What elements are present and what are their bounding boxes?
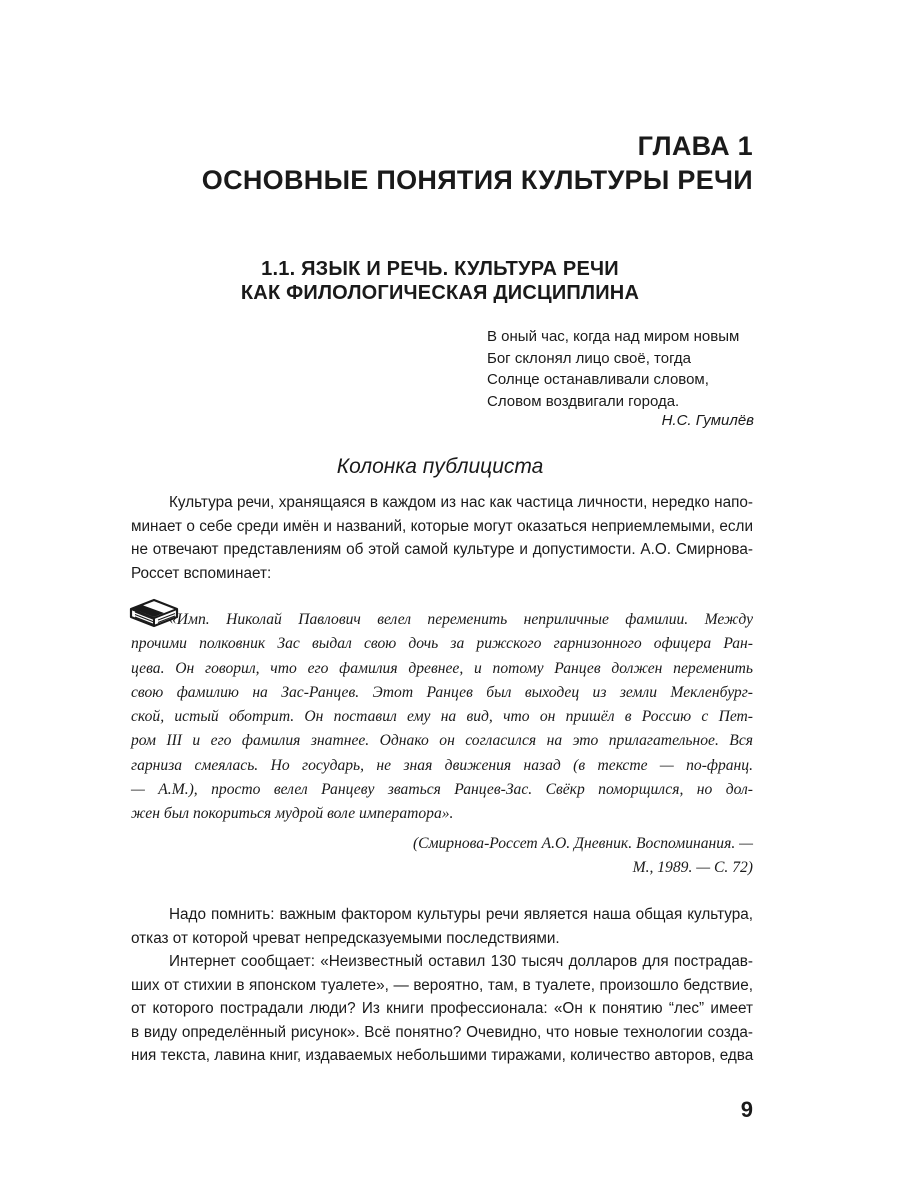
quote-source-line: М., 1989. — С. 72) xyxy=(632,859,753,877)
quote-line: жен был покориться мудрой воле императора». xyxy=(131,805,454,823)
section-title-line1: 1.1. ЯЗЫК И РЕЧЬ. КУЛЬТУРА РЕЧИ xyxy=(261,258,619,280)
text-line: Надо помнить: важным фактором культуры речи является наша общая культура, xyxy=(169,906,753,923)
quote-line: прочими полковник Зас выдал свою дочь за рижского гарнизонного офицера Ран- xyxy=(131,635,753,653)
quote-line: «Имп. Николай Павлович велел переменить неприличные фамилии. Между xyxy=(169,611,753,628)
quote-line: ской, истый оботрит. Он поставил ему на вид, что он пришёл в Россию с Пет- xyxy=(131,708,753,726)
quote-block xyxy=(131,608,753,827)
text-line: Россет вспоминает: xyxy=(131,564,272,582)
text-line: Культура речи, хранящаяся в каждом из нас как частица личности, нередко напо- xyxy=(169,494,753,511)
quote-line: — А.М.), просто велел Ранцеву зваться Ранцев-Зас. Свёкр поморщился, но дол- xyxy=(131,781,753,799)
paragraph-2 xyxy=(131,903,753,950)
epigraph-author: Н.С. Гумилёв xyxy=(661,412,754,429)
quote-line: гарниза смеялась. Но государь, не зная движения назад (в тексте — по-франц. xyxy=(131,756,753,774)
epigraph-line: Словом воздвигали города. xyxy=(487,392,680,410)
column-title: Колонка публициста xyxy=(336,455,544,478)
quote-line: цева. Он говорил, что его фамилия древнее, и потому Ранцев должен переменить xyxy=(131,659,753,677)
epigraph-line: В оный час, когда над миром новым xyxy=(487,328,740,345)
chapter-number: ГЛАВА 1 xyxy=(637,131,753,161)
page-number: 9 xyxy=(740,1097,753,1122)
text-line: отказ от которой чреват непредсказуемыми последствиями. xyxy=(131,929,560,947)
epigraph xyxy=(487,326,739,412)
quote-line: свою фамилию на Зас-Ранцев. Этот Ранцев был выходец из земли Мекленбург- xyxy=(131,683,753,701)
text-line: в виду определённый рисунок». Всё понятно? Очевидно, что новые технологии созда- xyxy=(131,1023,753,1041)
text-line: не отвечают представлениям об этой самой культуре и допустимости. А.О. Смирнова- xyxy=(131,541,753,559)
epigraph-line: Солнце останавливали словом, xyxy=(487,371,709,388)
quote-source-line: (Смирнова-Россет А.О. Дневник. Воспоминания. — xyxy=(412,835,753,852)
chapter-title: ОСНОВНЫЕ ПОНЯТИЯ КУЛЬТУРЫ РЕЧИ xyxy=(201,165,753,195)
text-line: от которого пострадали люди? Из книги профессионала: «Он к понятию “лес” имеет xyxy=(131,1000,753,1018)
quote-line: ром III и его фамилия знатнее. Однако он согласился на это прилагательное. Вся xyxy=(131,732,753,750)
text-line: минает о себе среди имён и названий, которые могут оказаться неприемлемыми, если xyxy=(131,517,753,535)
text-line: ших от стихии в японском туалете», — вероятно, там, в туалете, произошло бедствие, xyxy=(131,976,753,994)
text-line: ния текста, лавина книг, издаваемых небольшими тиражами, количество авторов, едва xyxy=(131,1047,754,1065)
text-line: Интернет сообщает: «Неизвестный оставил 130 тысяч долларов для пострадав- xyxy=(169,953,753,970)
epigraph-line: Бог склонял лицо своё, тогда xyxy=(487,349,691,367)
paragraph-3 xyxy=(131,950,753,1068)
quote-source xyxy=(413,832,753,881)
section-title-line2: КАК ФИЛОЛОГИЧЕСКАЯ ДИСЦИПЛИНА xyxy=(240,282,640,304)
paragraph-1 xyxy=(131,491,753,585)
